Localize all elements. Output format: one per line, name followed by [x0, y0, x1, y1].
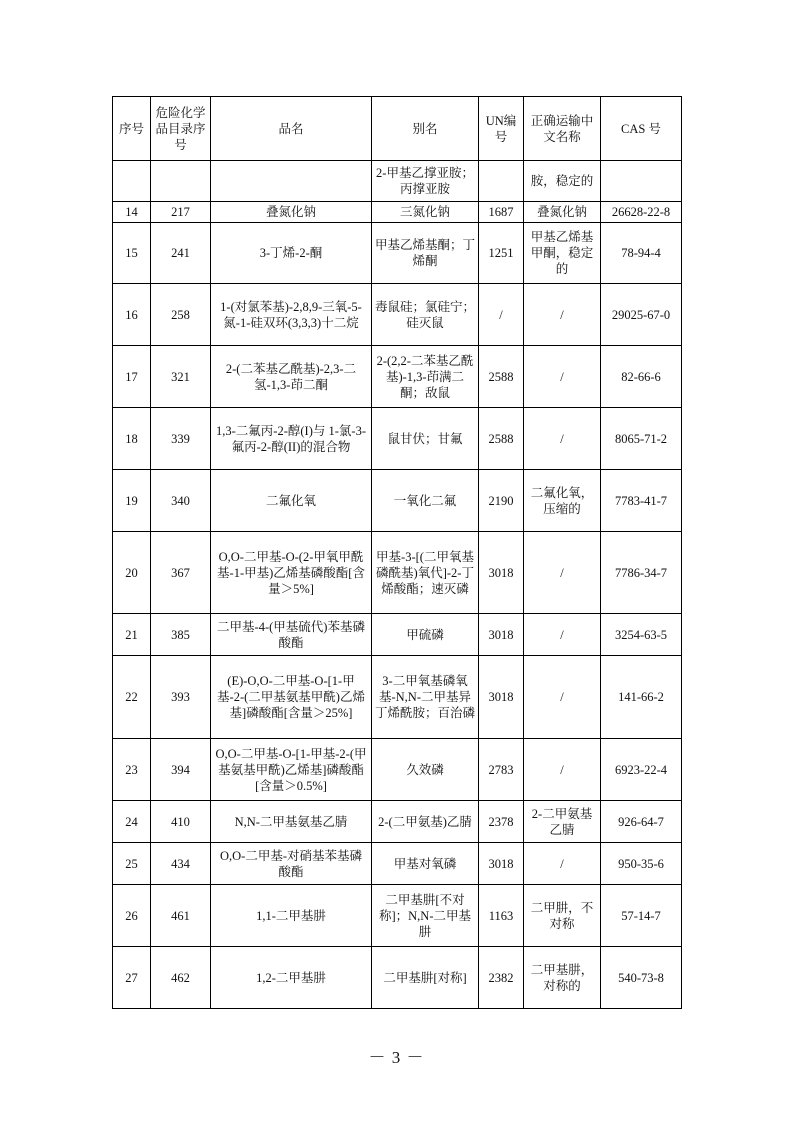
table-cell: 26628-22-8: [601, 202, 682, 223]
header-cell: 品名: [211, 97, 372, 161]
table-cell: 22: [113, 656, 151, 739]
table-cell: 1-(对氯苯基)-2,8,9-三氧-5-氮-1-硅双环(3,3,3)十二烷: [211, 284, 372, 346]
table-cell: 二甲基-4-(甲基硫代)苯基磷酸酯: [211, 614, 372, 656]
table-cell: 26: [113, 885, 151, 947]
table-cell: 258: [151, 284, 211, 346]
header-cell: 危险化学品目录序号: [151, 97, 211, 161]
table-row: [113, 885, 682, 947]
table-cell: 16: [113, 284, 151, 346]
table-cell: 7786-34-7: [601, 532, 682, 614]
table-cell: 甲基乙烯基酮；丁烯酮: [372, 223, 479, 284]
table-cell: O,O-二甲基-O-[1-甲基-2-(甲基氨基甲酰)乙烯基]磷酸酯[含量＞0.5%]: [211, 739, 372, 801]
table-cell: /: [524, 532, 601, 614]
table-cell: 1687: [479, 202, 524, 223]
table-cell: 2-(二甲氨基)乙腈: [372, 801, 479, 843]
table-cell: 25: [113, 843, 151, 885]
table-cell: 一氧化二氟: [372, 470, 479, 532]
table-row: [113, 947, 682, 1009]
table-cell: 甲基乙烯基甲酮，稳定的: [524, 223, 601, 284]
table-row: [113, 470, 682, 532]
table-cell: 3-二甲氧基磷氧基-N,N-二甲基异丁烯酰胺；百治磷: [372, 656, 479, 739]
table-cell: 1,2-二甲基肼: [211, 947, 372, 1009]
table-cell: 367: [151, 532, 211, 614]
table-cell: 393: [151, 656, 211, 739]
table-cell: 叠氮化钠: [524, 202, 601, 223]
table-cell: 217: [151, 202, 211, 223]
table-cell: 321: [151, 346, 211, 408]
table-row: [113, 223, 682, 284]
table-cell: /: [524, 408, 601, 470]
table-cell: 3-丁烯-2-酮: [211, 223, 372, 284]
table-cell: 29025-67-0: [601, 284, 682, 346]
table-cell: 19: [113, 470, 151, 532]
table-header-row: [113, 97, 682, 161]
table-cell: 甲基对氧磷: [372, 843, 479, 885]
table-cell: 3018: [479, 614, 524, 656]
table-cell: 2588: [479, 408, 524, 470]
table-cell: 甲硫磷: [372, 614, 479, 656]
table-row: [113, 532, 682, 614]
table-cell: 339: [151, 408, 211, 470]
table-cell: 二氟化氧，压缩的: [524, 470, 601, 532]
header-cell: 别名: [372, 97, 479, 161]
table-cell: 1,1-二甲基肼: [211, 885, 372, 947]
table-cell: 2783: [479, 739, 524, 801]
table-cell: 394: [151, 739, 211, 801]
table-cell: /: [524, 843, 601, 885]
page-number: － 3 －: [368, 1048, 425, 1067]
table-cell: 2-(二苯基乙酰基)-2,3-二氢-1,3-茚二酮: [211, 346, 372, 408]
header-cell: 正确运输中文名称: [524, 97, 601, 161]
table-cell: 24: [113, 801, 151, 843]
table-cell: 23: [113, 739, 151, 801]
table-cell: 3018: [479, 656, 524, 739]
table-cell: /: [524, 614, 601, 656]
table-cell: /: [524, 284, 601, 346]
table-row: [113, 614, 682, 656]
chemicals-table: [112, 96, 682, 1009]
table-row: [113, 346, 682, 408]
header-cell: 序号: [113, 97, 151, 161]
table-cell: /: [479, 284, 524, 346]
table-cell: 2-(2,2-二苯基乙酰基)-1,3-茚满二酮；敌鼠: [372, 346, 479, 408]
table-cell: 三氮化钠: [372, 202, 479, 223]
table-cell: 15: [113, 223, 151, 284]
table-cell: 8065-71-2: [601, 408, 682, 470]
table-cell: 3018: [479, 843, 524, 885]
table-cell: 7783-41-7: [601, 470, 682, 532]
table-cell: 540-73-8: [601, 947, 682, 1009]
table-cell: 久效磷: [372, 739, 479, 801]
table-cell: 141-66-2: [601, 656, 682, 739]
table-cell: O,O-二甲基-对硝基苯基磷酸酯: [211, 843, 372, 885]
table-cell: 二氟化氧: [211, 470, 372, 532]
table-cell: /: [524, 739, 601, 801]
table-cell: 385: [151, 614, 211, 656]
header-cell: CAS 号: [601, 97, 682, 161]
table-cell: 二甲基肼，对称的: [524, 947, 601, 1009]
table-cell: [151, 161, 211, 202]
table-cell: 叠氮化钠: [211, 202, 372, 223]
table-row: [113, 284, 682, 346]
table-cell: 胺，稳定的: [524, 161, 601, 202]
table-cell: 1251: [479, 223, 524, 284]
table-cell: /: [524, 656, 601, 739]
table-cell: 1,3-二氟丙-2-醇(I)与 1-氯-3-氟丙-2-醇(II)的混合物: [211, 408, 372, 470]
table-cell: 1163: [479, 885, 524, 947]
table-cell: 鼠甘伏；甘氟: [372, 408, 479, 470]
table-cell: 14: [113, 202, 151, 223]
table-cell: 二甲基肼[对称]: [372, 947, 479, 1009]
table-cell: 27: [113, 947, 151, 1009]
table-cell: N,N-二甲基氨基乙腈: [211, 801, 372, 843]
table-cell: 241: [151, 223, 211, 284]
table-cell: 2588: [479, 346, 524, 408]
table-cell: 21: [113, 614, 151, 656]
table-cell: 18: [113, 408, 151, 470]
header-cell: UN编号: [479, 97, 524, 161]
table-cell: 434: [151, 843, 211, 885]
table-row: [113, 739, 682, 801]
table-cell: 2-甲基乙撑亚胺；丙撑亚胺: [372, 161, 479, 202]
table-cell: 78-94-4: [601, 223, 682, 284]
table-cell: 3018: [479, 532, 524, 614]
table-cell: 二甲基肼[不对称]；N,N-二甲基肼: [372, 885, 479, 947]
table-cell: 462: [151, 947, 211, 1009]
table-cell: 2-二甲氨基乙腈: [524, 801, 601, 843]
table-cell: 6923-22-4: [601, 739, 682, 801]
table-cell: 二甲肼，不对称: [524, 885, 601, 947]
table-row: [113, 843, 682, 885]
table-cell: 461: [151, 885, 211, 947]
table-cell: 17: [113, 346, 151, 408]
table-row: [113, 801, 682, 843]
table-cell: 340: [151, 470, 211, 532]
table-cell: 57-14-7: [601, 885, 682, 947]
table-cell: 毒鼠硅；氯硅宁；硅灭鼠: [372, 284, 479, 346]
table-cell: [479, 161, 524, 202]
table-cell: [211, 161, 372, 202]
table-cell: (E)-O,O-二甲基-O-[1-甲基-2-(二甲基氨基甲酰)乙烯基]磷酸酯[含量＞25%]: [211, 656, 372, 739]
table-cell: 926-64-7: [601, 801, 682, 843]
table-cell: 3254-63-5: [601, 614, 682, 656]
table-cell: 2382: [479, 947, 524, 1009]
table-cell: [113, 161, 151, 202]
table-row: [113, 161, 682, 202]
table-cell: O,O-二甲基-O-(2-甲氧甲酰基-1-甲基)乙烯基磷酸酯[含量＞5%]: [211, 532, 372, 614]
table-cell: 82-66-6: [601, 346, 682, 408]
table-row: [113, 202, 682, 223]
table-row: [113, 656, 682, 739]
table-cell: 410: [151, 801, 211, 843]
table-cell: 甲基-3-[(二甲氧基磷酰基)氧代]-2-丁烯酸酯；速灭磷: [372, 532, 479, 614]
table-cell: 20: [113, 532, 151, 614]
table-cell: /: [524, 346, 601, 408]
table-cell: 2190: [479, 470, 524, 532]
table-row: [113, 408, 682, 470]
table-cell: 950-35-6: [601, 843, 682, 885]
table-cell: 2378: [479, 801, 524, 843]
table-cell: [601, 161, 682, 202]
